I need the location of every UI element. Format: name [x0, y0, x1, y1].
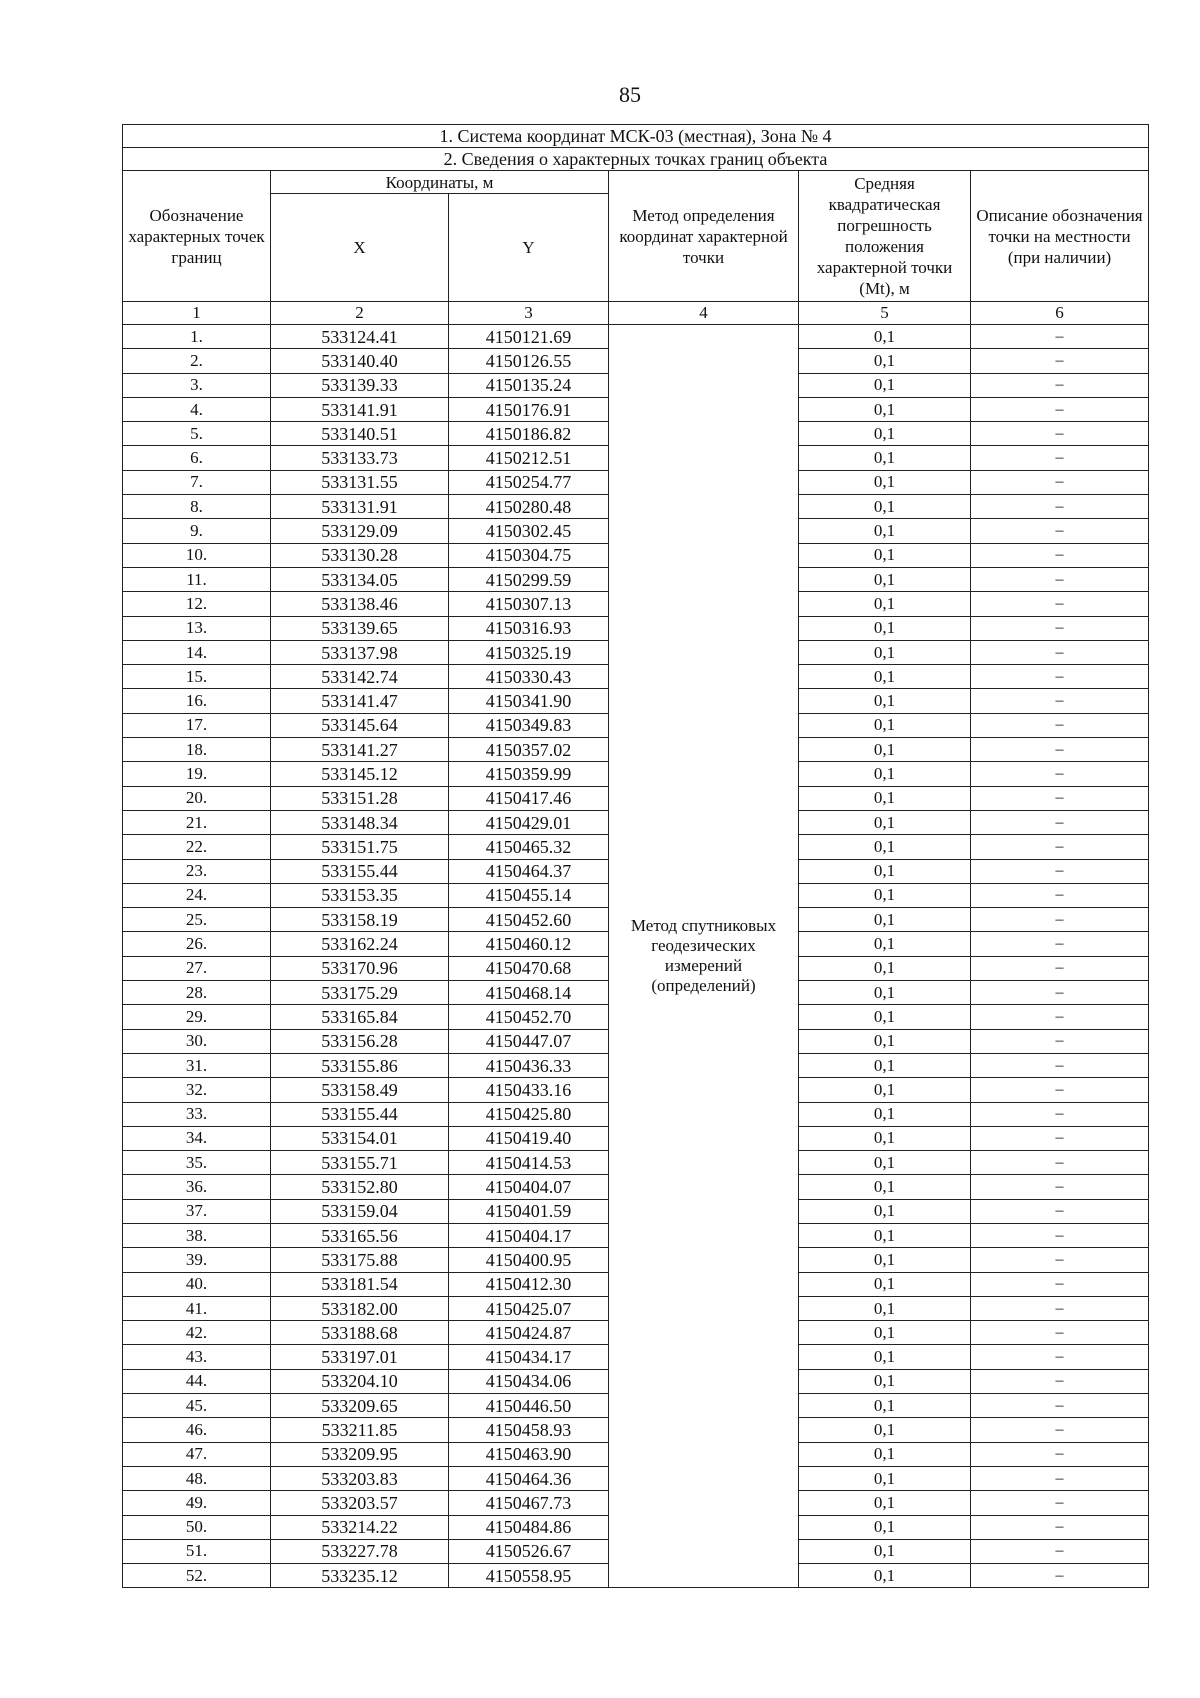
- error-value: 0,1: [799, 1272, 971, 1296]
- x-coordinate: 533133.73: [271, 446, 449, 470]
- description-value: –: [971, 810, 1149, 834]
- y-coordinate: 4150186.82: [449, 422, 609, 446]
- description-value: –: [971, 883, 1149, 907]
- x-coordinate: 533209.65: [271, 1394, 449, 1418]
- description-value: –: [971, 1053, 1149, 1077]
- description-value: –: [971, 325, 1149, 349]
- description-value: –: [971, 640, 1149, 664]
- description-column-header: Описание обозначения точки на местности (при наличии): [971, 171, 1149, 302]
- point-number: 4.: [123, 397, 271, 421]
- point-number: 48.: [123, 1466, 271, 1490]
- error-value: 0,1: [799, 665, 971, 689]
- x-coordinate: 533140.40: [271, 349, 449, 373]
- y-coordinate: 4150484.86: [449, 1515, 609, 1539]
- y-coordinate: 4150417.46: [449, 786, 609, 810]
- point-number: 39.: [123, 1248, 271, 1272]
- point-number: 14.: [123, 640, 271, 664]
- description-value: –: [971, 1321, 1149, 1345]
- y-coordinate: 4150280.48: [449, 495, 609, 519]
- error-value: 0,1: [799, 1394, 971, 1418]
- x-coordinate: 533211.85: [271, 1418, 449, 1442]
- point-number: 51.: [123, 1539, 271, 1563]
- point-number: 5.: [123, 422, 271, 446]
- description-value: –: [971, 1102, 1149, 1126]
- column-number: 3: [449, 302, 609, 325]
- x-coordinate: 533155.71: [271, 1151, 449, 1175]
- description-value: –: [971, 981, 1149, 1005]
- y-coordinate: 4150357.02: [449, 738, 609, 762]
- point-number: 21.: [123, 810, 271, 834]
- x-coordinate: 533155.86: [271, 1053, 449, 1077]
- y-coordinate: 4150455.14: [449, 883, 609, 907]
- error-value: 0,1: [799, 1078, 971, 1102]
- x-coordinate: 533170.96: [271, 956, 449, 980]
- coordinates-group-header: Координаты, м: [271, 171, 609, 194]
- point-number: 37.: [123, 1199, 271, 1223]
- point-number: 1.: [123, 325, 271, 349]
- y-coordinate: 4150464.37: [449, 859, 609, 883]
- x-coordinate: 533227.78: [271, 1539, 449, 1563]
- error-value: 0,1: [799, 762, 971, 786]
- error-value: 0,1: [799, 1248, 971, 1272]
- x-coordinate: 533137.98: [271, 640, 449, 664]
- error-value: 0,1: [799, 543, 971, 567]
- point-number: 30.: [123, 1029, 271, 1053]
- point-number: 41.: [123, 1296, 271, 1320]
- point-number: 47.: [123, 1442, 271, 1466]
- point-number: 42.: [123, 1321, 271, 1345]
- description-value: –: [971, 1272, 1149, 1296]
- error-value: 0,1: [799, 1418, 971, 1442]
- y-column-header: Y: [449, 194, 609, 302]
- description-value: –: [971, 786, 1149, 810]
- point-number: 16.: [123, 689, 271, 713]
- error-value: 0,1: [799, 1126, 971, 1150]
- description-value: –: [971, 1296, 1149, 1320]
- y-coordinate: 4150526.67: [449, 1539, 609, 1563]
- description-value: –: [971, 738, 1149, 762]
- y-coordinate: 4150404.07: [449, 1175, 609, 1199]
- error-value: 0,1: [799, 689, 971, 713]
- x-coordinate: 533131.91: [271, 495, 449, 519]
- error-value: 0,1: [799, 446, 971, 470]
- boundary-points-header: 2. Сведения о характерных точках границ объекта: [123, 148, 1149, 171]
- y-coordinate: 4150467.73: [449, 1491, 609, 1515]
- y-coordinate: 4150458.93: [449, 1418, 609, 1442]
- error-value: 0,1: [799, 1175, 971, 1199]
- page-number: 85: [619, 82, 641, 107]
- x-coordinate: 533175.29: [271, 981, 449, 1005]
- point-number: 6.: [123, 446, 271, 470]
- x-coordinate: 533165.84: [271, 1005, 449, 1029]
- x-coordinate: 533141.91: [271, 397, 449, 421]
- description-value: –: [971, 373, 1149, 397]
- x-coordinate: 533152.80: [271, 1175, 449, 1199]
- error-value: 0,1: [799, 373, 971, 397]
- error-value: 0,1: [799, 1296, 971, 1320]
- description-value: –: [971, 762, 1149, 786]
- y-coordinate: 4150470.68: [449, 956, 609, 980]
- point-number: 50.: [123, 1515, 271, 1539]
- y-coordinate: 4150433.16: [449, 1078, 609, 1102]
- designation-column-header: Обозначение характерных точек границ: [123, 171, 271, 302]
- x-coordinate: 533134.05: [271, 567, 449, 591]
- x-coordinate: 533182.00: [271, 1296, 449, 1320]
- y-coordinate: 4150414.53: [449, 1151, 609, 1175]
- x-coordinate: 533145.12: [271, 762, 449, 786]
- error-value: 0,1: [799, 1102, 971, 1126]
- description-value: –: [971, 1539, 1149, 1563]
- description-value: –: [971, 1564, 1149, 1588]
- table-row: [123, 325, 1149, 349]
- y-coordinate: 4150135.24: [449, 373, 609, 397]
- x-coordinate: 533153.35: [271, 883, 449, 907]
- x-coordinate: 533162.24: [271, 932, 449, 956]
- description-value: –: [971, 908, 1149, 932]
- column-number: 2: [271, 302, 449, 325]
- coordinate-system-header: 1. Система координат МСК-03 (местная), Зона № 4: [123, 125, 1149, 148]
- error-value: 0,1: [799, 932, 971, 956]
- point-number: 40.: [123, 1272, 271, 1296]
- y-coordinate: 4150424.87: [449, 1321, 609, 1345]
- description-value: –: [971, 1466, 1149, 1490]
- point-number: 7.: [123, 470, 271, 494]
- description-value: –: [971, 835, 1149, 859]
- y-coordinate: 4150349.83: [449, 713, 609, 737]
- x-coordinate: 533159.04: [271, 1199, 449, 1223]
- y-coordinate: 4150330.43: [449, 665, 609, 689]
- column-number: 1: [123, 302, 271, 325]
- y-coordinate: 4150400.95: [449, 1248, 609, 1272]
- point-number: 27.: [123, 956, 271, 980]
- x-coordinate: 533124.41: [271, 325, 449, 349]
- y-coordinate: 4150176.91: [449, 397, 609, 421]
- y-coordinate: 4150126.55: [449, 349, 609, 373]
- point-number: 36.: [123, 1175, 271, 1199]
- point-number: 3.: [123, 373, 271, 397]
- error-value: 0,1: [799, 738, 971, 762]
- point-number: 45.: [123, 1394, 271, 1418]
- x-column-header: X: [271, 194, 449, 302]
- description-value: –: [971, 1175, 1149, 1199]
- point-number: 49.: [123, 1491, 271, 1515]
- y-coordinate: 4150325.19: [449, 640, 609, 664]
- description-value: –: [971, 1199, 1149, 1223]
- description-value: –: [971, 422, 1149, 446]
- error-value: 0,1: [799, 470, 971, 494]
- x-coordinate: 533130.28: [271, 543, 449, 567]
- x-coordinate: 533139.33: [271, 373, 449, 397]
- description-value: –: [971, 519, 1149, 543]
- error-value: 0,1: [799, 1151, 971, 1175]
- column-number: 5: [799, 302, 971, 325]
- error-column-header: Средняя квадратическая погрешность положения характерной точки (Mt), м: [799, 171, 971, 302]
- error-value: 0,1: [799, 1345, 971, 1369]
- error-value: 0,1: [799, 1029, 971, 1053]
- error-value: 0,1: [799, 1564, 971, 1588]
- point-number: 22.: [123, 835, 271, 859]
- y-coordinate: 4150463.90: [449, 1442, 609, 1466]
- description-value: –: [971, 1345, 1149, 1369]
- x-coordinate: 533165.56: [271, 1223, 449, 1247]
- y-coordinate: 4150452.60: [449, 908, 609, 932]
- method-cell: Метод спутниковых геодезических измерений (определений): [609, 325, 799, 1588]
- x-coordinate: 533158.49: [271, 1078, 449, 1102]
- x-coordinate: 533155.44: [271, 1102, 449, 1126]
- description-value: –: [971, 592, 1149, 616]
- error-value: 0,1: [799, 1005, 971, 1029]
- point-number: 19.: [123, 762, 271, 786]
- description-value: –: [971, 1418, 1149, 1442]
- point-number: 31.: [123, 1053, 271, 1077]
- error-value: 0,1: [799, 1539, 971, 1563]
- error-value: 0,1: [799, 325, 971, 349]
- point-number: 44.: [123, 1369, 271, 1393]
- error-value: 0,1: [799, 981, 971, 1005]
- point-number: 52.: [123, 1564, 271, 1588]
- description-value: –: [971, 470, 1149, 494]
- x-coordinate: 533158.19: [271, 908, 449, 932]
- point-number: 28.: [123, 981, 271, 1005]
- error-value: 0,1: [799, 1491, 971, 1515]
- error-value: 0,1: [799, 567, 971, 591]
- description-value: –: [971, 349, 1149, 373]
- y-coordinate: 4150341.90: [449, 689, 609, 713]
- y-coordinate: 4150302.45: [449, 519, 609, 543]
- description-value: –: [971, 932, 1149, 956]
- point-number: 34.: [123, 1126, 271, 1150]
- x-coordinate: 533188.68: [271, 1321, 449, 1345]
- y-coordinate: 4150359.99: [449, 762, 609, 786]
- point-number: 26.: [123, 932, 271, 956]
- point-number: 33.: [123, 1102, 271, 1126]
- point-number: 23.: [123, 859, 271, 883]
- description-value: –: [971, 665, 1149, 689]
- error-value: 0,1: [799, 1466, 971, 1490]
- description-value: –: [971, 859, 1149, 883]
- y-coordinate: 4150212.51: [449, 446, 609, 470]
- x-coordinate: 533140.51: [271, 422, 449, 446]
- x-coordinate: 533141.27: [271, 738, 449, 762]
- y-coordinate: 4150307.13: [449, 592, 609, 616]
- x-coordinate: 533151.28: [271, 786, 449, 810]
- point-number: 46.: [123, 1418, 271, 1442]
- error-value: 0,1: [799, 592, 971, 616]
- y-coordinate: 4150121.69: [449, 325, 609, 349]
- x-coordinate: 533209.95: [271, 1442, 449, 1466]
- point-number: 10.: [123, 543, 271, 567]
- point-number: 13.: [123, 616, 271, 640]
- x-coordinate: 533131.55: [271, 470, 449, 494]
- error-value: 0,1: [799, 422, 971, 446]
- point-number: 15.: [123, 665, 271, 689]
- x-coordinate: 533203.57: [271, 1491, 449, 1515]
- point-number: 2.: [123, 349, 271, 373]
- x-coordinate: 533138.46: [271, 592, 449, 616]
- description-value: –: [971, 1151, 1149, 1175]
- error-value: 0,1: [799, 810, 971, 834]
- y-coordinate: 4150401.59: [449, 1199, 609, 1223]
- description-value: –: [971, 1442, 1149, 1466]
- error-value: 0,1: [799, 1199, 971, 1223]
- description-value: –: [971, 1369, 1149, 1393]
- y-coordinate: 4150447.07: [449, 1029, 609, 1053]
- point-number: 12.: [123, 592, 271, 616]
- error-value: 0,1: [799, 1515, 971, 1539]
- point-number: 35.: [123, 1151, 271, 1175]
- y-coordinate: 4150316.93: [449, 616, 609, 640]
- point-number: 32.: [123, 1078, 271, 1102]
- error-value: 0,1: [799, 349, 971, 373]
- method-column-header: Метод определения координат характерной точки: [609, 171, 799, 302]
- x-coordinate: 533141.47: [271, 689, 449, 713]
- x-coordinate: 533151.75: [271, 835, 449, 859]
- x-coordinate: 533154.01: [271, 1126, 449, 1150]
- y-coordinate: 4150460.12: [449, 932, 609, 956]
- error-value: 0,1: [799, 616, 971, 640]
- description-value: –: [971, 956, 1149, 980]
- description-value: –: [971, 1005, 1149, 1029]
- description-value: –: [971, 1078, 1149, 1102]
- description-value: –: [971, 1515, 1149, 1539]
- y-coordinate: 4150299.59: [449, 567, 609, 591]
- x-coordinate: 533148.34: [271, 810, 449, 834]
- point-number: 8.: [123, 495, 271, 519]
- description-value: –: [971, 495, 1149, 519]
- point-number: 29.: [123, 1005, 271, 1029]
- point-number: 20.: [123, 786, 271, 810]
- x-coordinate: 533235.12: [271, 1564, 449, 1588]
- y-coordinate: 4150465.32: [449, 835, 609, 859]
- x-coordinate: 533175.88: [271, 1248, 449, 1272]
- y-coordinate: 4150434.17: [449, 1345, 609, 1369]
- description-value: –: [971, 397, 1149, 421]
- error-value: 0,1: [799, 835, 971, 859]
- y-coordinate: 4150434.06: [449, 1369, 609, 1393]
- y-coordinate: 4150425.80: [449, 1102, 609, 1126]
- error-value: 0,1: [799, 1321, 971, 1345]
- x-coordinate: 533181.54: [271, 1272, 449, 1296]
- error-value: 0,1: [799, 1053, 971, 1077]
- error-value: 0,1: [799, 397, 971, 421]
- y-coordinate: 4150558.95: [449, 1564, 609, 1588]
- error-value: 0,1: [799, 1369, 971, 1393]
- coordinates-rows: [123, 325, 1149, 1588]
- y-coordinate: 4150446.50: [449, 1394, 609, 1418]
- error-value: 0,1: [799, 1442, 971, 1466]
- error-value: 0,1: [799, 640, 971, 664]
- y-coordinate: 4150464.36: [449, 1466, 609, 1490]
- point-number: 25.: [123, 908, 271, 932]
- description-value: –: [971, 567, 1149, 591]
- column-number: 4: [609, 302, 799, 325]
- point-number: 38.: [123, 1223, 271, 1247]
- x-coordinate: 533155.44: [271, 859, 449, 883]
- description-value: –: [971, 1491, 1149, 1515]
- y-coordinate: 4150468.14: [449, 981, 609, 1005]
- point-number: 11.: [123, 567, 271, 591]
- description-value: –: [971, 1029, 1149, 1053]
- x-coordinate: 533214.22: [271, 1515, 449, 1539]
- error-value: 0,1: [799, 859, 971, 883]
- point-number: 43.: [123, 1345, 271, 1369]
- coordinates-table: [122, 124, 1149, 1588]
- description-value: –: [971, 1248, 1149, 1272]
- x-coordinate: 533204.10: [271, 1369, 449, 1393]
- y-coordinate: 4150419.40: [449, 1126, 609, 1150]
- error-value: 0,1: [799, 495, 971, 519]
- error-value: 0,1: [799, 786, 971, 810]
- error-value: 0,1: [799, 956, 971, 980]
- x-coordinate: 533129.09: [271, 519, 449, 543]
- description-value: –: [971, 1126, 1149, 1150]
- y-coordinate: 4150429.01: [449, 810, 609, 834]
- x-coordinate: 533142.74: [271, 665, 449, 689]
- x-coordinate: 533203.83: [271, 1466, 449, 1490]
- y-coordinate: 4150452.70: [449, 1005, 609, 1029]
- point-number: 17.: [123, 713, 271, 737]
- y-coordinate: 4150404.17: [449, 1223, 609, 1247]
- description-value: –: [971, 1394, 1149, 1418]
- point-number: 18.: [123, 738, 271, 762]
- description-value: –: [971, 1223, 1149, 1247]
- error-value: 0,1: [799, 883, 971, 907]
- y-coordinate: 4150304.75: [449, 543, 609, 567]
- x-coordinate: 533145.64: [271, 713, 449, 737]
- y-coordinate: 4150254.77: [449, 470, 609, 494]
- error-value: 0,1: [799, 519, 971, 543]
- description-value: –: [971, 616, 1149, 640]
- y-coordinate: 4150425.07: [449, 1296, 609, 1320]
- error-value: 0,1: [799, 1223, 971, 1247]
- y-coordinate: 4150436.33: [449, 1053, 609, 1077]
- x-coordinate: 533156.28: [271, 1029, 449, 1053]
- column-number: 6: [971, 302, 1149, 325]
- point-number: 9.: [123, 519, 271, 543]
- description-value: –: [971, 543, 1149, 567]
- x-coordinate: 533197.01: [271, 1345, 449, 1369]
- description-value: –: [971, 689, 1149, 713]
- description-value: –: [971, 713, 1149, 737]
- description-value: –: [971, 446, 1149, 470]
- point-number: 24.: [123, 883, 271, 907]
- error-value: 0,1: [799, 908, 971, 932]
- error-value: 0,1: [799, 713, 971, 737]
- y-coordinate: 4150412.30: [449, 1272, 609, 1296]
- x-coordinate: 533139.65: [271, 616, 449, 640]
